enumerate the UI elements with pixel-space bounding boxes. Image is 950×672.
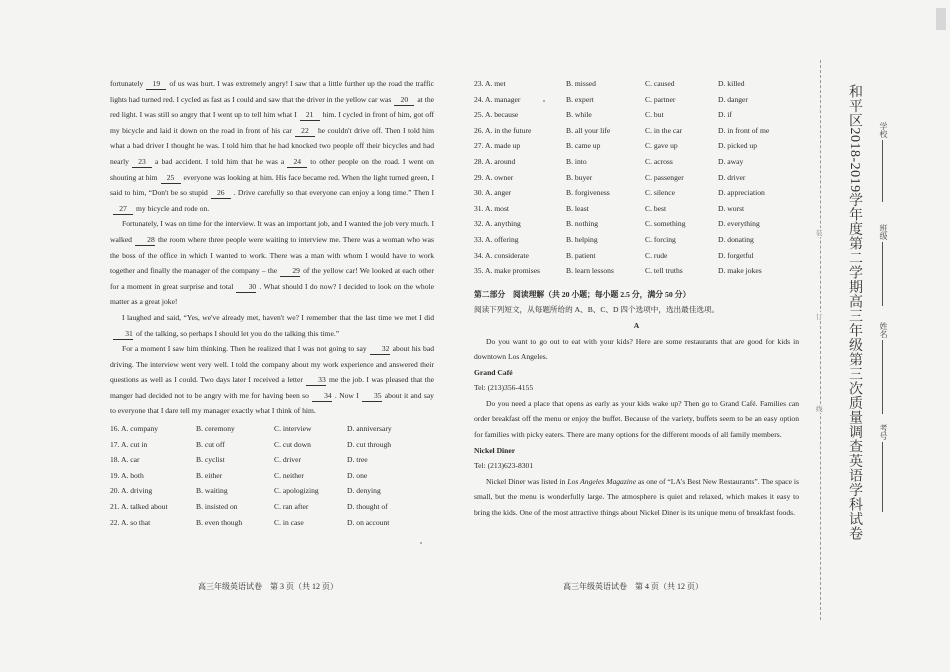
option-c: C. tell truths [645,266,683,276]
option-c: C. across [645,156,673,166]
section-title: 第二部分 阅读理解（共 20 小题；每小题 2.5 分，满分 50 分） [474,289,691,299]
option-d: D. forgetful [718,250,754,260]
option-d: D. worst [718,203,745,213]
option-a: 28. A. around [474,156,516,166]
option-c: C. neither [274,470,304,480]
option-row [474,138,799,154]
option-row [474,170,799,186]
option-b: B. least [566,203,589,213]
option-row [474,263,799,279]
passage-paragraph-4: For a moment I saw him thinking. Then he realized that I was not going to say 32 about his bad driving. The interview went very well. I told the company about my work experience and answered their questions as well as I could. Two days later I received a letter 33 me the job. I was pleased that the manger had decided not to be angry with me for having been so 34 . Now I 35 about it and say to everyone that I dare tell my manager exactly what I think of him. [110,344,434,416]
restaurant-name-nickel: Nickel Diner [474,445,516,455]
option-d: D. everything [718,219,760,229]
option-d: D. picked up [718,141,758,151]
blank-19: 19 [146,79,166,90]
option-c: C. in case [274,517,304,527]
option-c: C. forcing [645,234,676,244]
fold-label-1: 装 [816,230,823,237]
option-b: B. all your life [566,125,611,135]
option-c: C. best [645,203,667,213]
option-c: C. silence [645,188,675,198]
label-class: 班级 [879,224,888,240]
option-row [110,499,434,515]
option-c: C. apologizing [274,486,319,496]
option-d: D. killed [718,79,745,88]
option-row [110,468,434,484]
right-options-list [474,76,799,279]
option-a: 21. A. talked about [110,502,168,512]
option-d: D. anniversary [347,424,392,434]
blank-27: 27 [113,204,133,215]
option-row [474,154,799,170]
option-b: B. learn lessons [566,266,614,276]
option-d: D. thought of [347,502,388,512]
option-d: D. donating [718,234,754,244]
option-c: C. but [645,110,664,120]
option-a: 27. A. made up [474,141,521,151]
option-b: B. came up [566,141,601,151]
blank-34: 34 [312,391,332,402]
option-c: C. interview [274,424,312,434]
blank-28: 28 [135,235,155,246]
scan-corner-mark [936,8,946,30]
option-c: C. cut down [274,439,311,449]
option-row [474,185,799,201]
blank-22: 22 [295,126,315,137]
option-b: B. expert [566,94,594,104]
option-c: C. caused [645,79,675,88]
option-c: C. partner [645,94,676,104]
option-d: D. driver [718,172,746,182]
option-d: D. make jokes [718,266,762,276]
option-d: D. danger [718,94,748,104]
fold-dashed-line [820,60,821,620]
option-d: D. cut through [347,439,392,449]
option-c: C. rude [645,250,668,260]
page-footer-right: 高三年级英语试卷 第 4 页（共 12 页） [563,582,703,591]
option-a: 18. A. car [110,455,140,465]
blank-31: 31 [113,329,133,340]
option-d: D. if [718,110,732,120]
option-b: B. helping [566,234,598,244]
option-row [474,92,799,108]
option-row [474,248,799,264]
option-c: C. in the car [645,125,683,135]
option-b: B. cyclist [196,455,225,465]
option-a: 33. A. offering [474,234,519,244]
option-d: D. tree [347,455,368,465]
option-a: 22. A. so that [110,517,151,527]
option-a: 25. A. because [474,110,519,120]
option-b: B. patient [566,250,596,260]
label-school: 学校 [879,122,888,138]
option-d: D. appreciation [718,188,765,198]
option-row [474,201,799,217]
restaurant-tel-nickel: Tel: (213)623-8301 [474,461,534,471]
blank-21: 21 [300,110,320,121]
option-a: 24. A. manager [474,94,521,104]
option-row [474,232,799,248]
option-a: 31. A. most [474,203,510,213]
fold-label-2: 订 [816,314,823,321]
left-options-list [110,421,434,530]
option-a: 32. A. anything [474,219,521,229]
restaurant-name-grand: Grand Café [474,367,513,377]
option-a: 34. A. considerate [474,250,529,260]
magazine-name: Los Angeles Magazine [567,476,637,486]
option-row [474,76,799,92]
option-a: 30. A. anger [474,188,512,198]
exam-title-vertical: 和平区2018-2019学年度第二学期高三年级第三次质量调查英语学科试卷 [847,84,862,541]
option-d: D. on account [347,517,390,527]
blank-23: 23 [132,157,152,168]
option-d: D. away [718,156,744,166]
option-a: 29. A. owner [474,172,514,182]
option-row [110,437,434,453]
section-instructions: 阅读下列短文，从每题所给的 A、B、C、D 四个选项中，选出最佳选项。 [474,305,720,315]
line-school [882,140,883,202]
option-b: B. cut off [196,439,225,449]
right-page-column [474,76,799,521]
option-b: B. nothing [566,219,599,229]
page-footer-left: 高三年级英语试卷 第 3 页（共 12 页） [198,582,338,591]
restaurant-text-nickel: Nickel Diner was listed in Los Angeles Magazine as one of “LA's Best New Restaurants”. The space is small, but the menu is wonderfully large. The atmosphere is quiet and relaxed, which makes it easy to bring the kids. One of the most attractive things about Nickel Diner is its unique menu of breakfast foods. [474,476,799,518]
option-a: 19. A. both [110,470,144,480]
option-c: C. gave up [645,141,678,151]
blank-24: 24 [287,157,307,168]
option-b: B. while [566,110,592,120]
option-b: B. either [196,470,223,480]
label-exam-number: 考号 [879,424,888,440]
passage-label: A [633,320,640,330]
option-row [474,107,799,123]
option-b: B. into [566,156,587,166]
blank-26: 26 [211,188,231,199]
blank-29: 29 [280,266,300,277]
blank-20: 20 [394,95,414,106]
blank-25: 25 [161,173,181,184]
option-c: C. driver [274,455,301,465]
option-b: B. waiting [196,486,228,496]
option-c: C. something [645,219,686,229]
line-class [882,242,883,306]
blank-33: 33 [306,375,326,386]
option-a: 35. A. make promises [474,266,541,276]
option-a: 26. A. in the future [474,125,532,135]
passage-paragraph-2: Fortunately, I was on time for the interview. It was an important job, and I wanted the job very much. I walked 28 the room where three people were waiting to interview me. There was a woman who was the boss of the office in which I wanted to work. There was a man with whom I would have to work together and finally the manager of the company – the 29 of the yellow car! We looked at each other for a moment in great surprise and total 30 . What should I do now? I decided to look on the whole matter as a great joke! [110,219,434,307]
option-row [474,216,799,232]
passage-paragraph-3: I laughed and said, “Yes, we've already met, haven't we? I remember that the last time we met I did31 of the talking, so perhaps I should let you do the talking this time.” [110,310,434,341]
scan-speck [543,100,545,102]
passage-paragraph-1: fortunately 19 of us was hurt. I was extremely angry! I saw that a little further up the road the traffic lights had turned red. I cycled as fast as I could and saw that the driver in the yellow car was 20 at the red light. I was still so angry that I went up to tell him what I 21 him. I cycled in front of him, got off my bicycle and laid it down on the road in front of his car 22 he couldn't drive off. Then I told him what a bad driver I thought he was. I told him that he had knocked two people off their bicycles and had nearly 23 a bad accident. I told him that he was a 24 to other people on the road. I went on shouting at him 25 everyone was looking at him. His face became red. When the light turned green, I said to him, “Don't be so stupid 26 . Drive carefully so that everyone can enjoy a long time.” Then I27 my bicycle and rode on. [110,79,435,213]
blank-30: 30 [236,282,256,293]
option-b: B. buyer [566,172,593,182]
option-b: B. even though [196,517,243,527]
label-name: 姓名 [879,322,888,338]
option-a: 17. A. cut in [110,439,148,449]
line-exam-number [882,442,883,512]
blank-35: 35 [362,391,382,402]
passage-intro: Do you want to go out to eat with your kids? Here are some restaurants that are good for kids in downtown Los Angeles. [474,336,799,362]
option-d: D. denying [347,486,381,496]
option-c: C. passenger [645,172,684,182]
option-b: B. insisted on [196,502,238,512]
option-a: 20. A. driving [110,486,153,496]
restaurant-text-grand: Do you need a place that opens as early as your kids wake up? Then go to Grand Café. Families can order breakfast off the menu or enjoy the buffet. Because of the variety, buffets seem to be an easy option for families with picky eaters. There are many options for the different moods of all family members. [474,398,799,440]
option-b: B. ceremony [196,424,235,434]
option-b: B. forgiveness [566,188,610,198]
line-name [882,340,883,414]
option-row [110,515,434,531]
option-row [110,483,434,499]
left-page-column [110,76,434,530]
option-d: D. one [347,470,368,480]
option-row [474,123,799,139]
option-a: 23. A. met [474,79,506,88]
restaurant-tel-grand: Tel: (213)356-4155 [474,383,534,393]
scan-speck [420,542,422,544]
blank-32: 32 [370,344,390,355]
option-row [110,421,434,437]
option-b: B. missed [566,79,596,88]
option-d: D. in front of me [718,125,770,135]
fold-label-3: 线 [816,406,823,413]
option-row [110,452,434,468]
option-a: 16. A. company [110,424,159,434]
option-c: C. ran after [274,502,309,512]
